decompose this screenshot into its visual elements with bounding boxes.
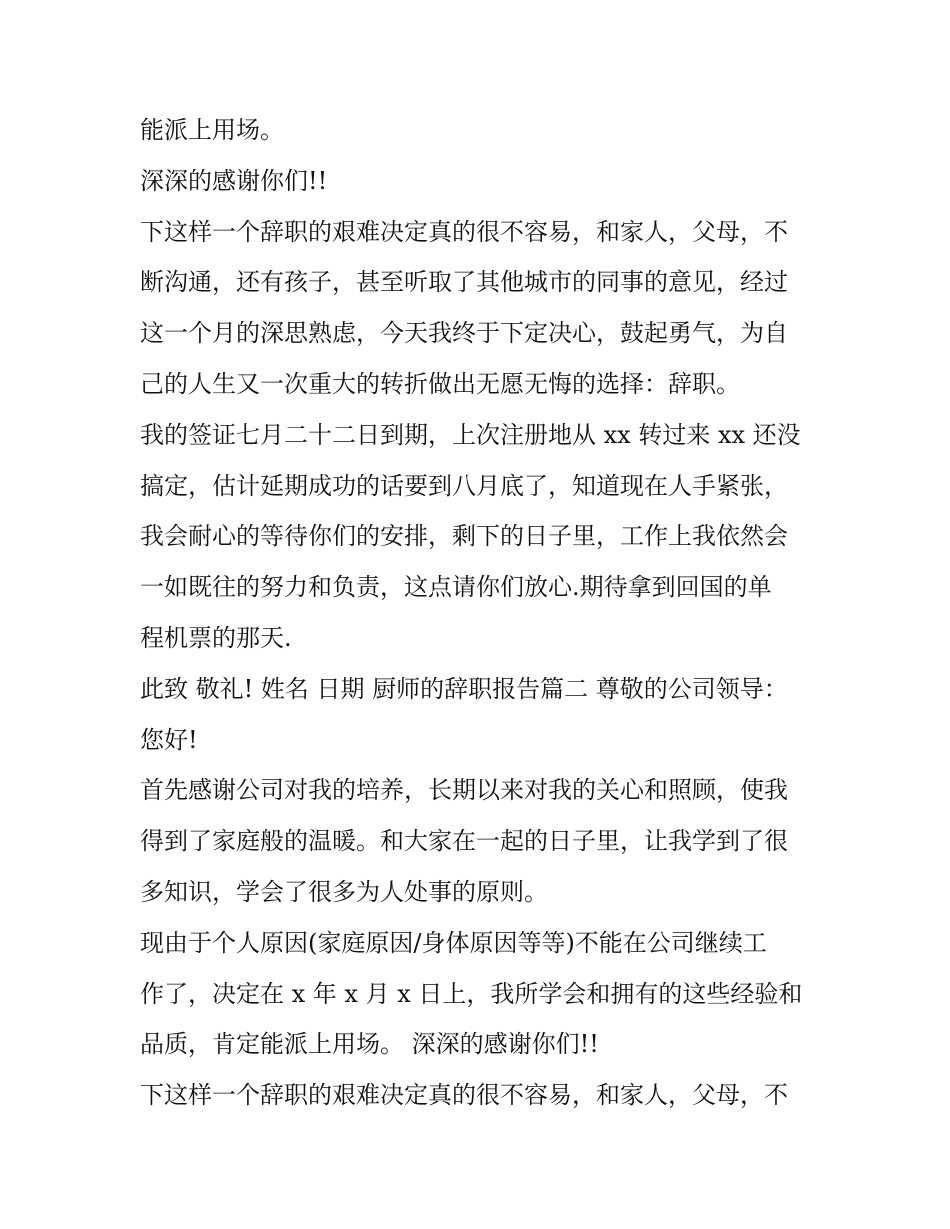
text-line: 得到了家庭般的温暖。和大家在一起的日子里，让我学到了很 bbox=[140, 827, 788, 856]
text-line: 首先感谢公司对我的培养，长期以来对我的关心和照顾，使我 bbox=[140, 776, 788, 805]
text-line: 一如既往的努力和负责，这点请你们放心.期待拿到回国的单 bbox=[140, 573, 772, 602]
text-line: 我会耐心的等待你们的安排，剩下的日子里，工作上我依然会 bbox=[140, 522, 788, 551]
text-line: 断沟通，还有孩子，甚至听取了其他城市的同事的意见，经过 bbox=[140, 268, 788, 297]
text-line: 现由于个人原因(家庭原因/身体原因等等)不能在公司继续工 bbox=[140, 928, 767, 957]
text-line: 作了，决定在 x 年 x 月 x 日上，我所学会和拥有的这些经验和 bbox=[140, 979, 803, 1008]
text-line: 下这样一个辞职的艰难决定真的很不容易，和家人，父母，不 bbox=[140, 1081, 788, 1110]
text-line: 您好! bbox=[140, 725, 198, 754]
text-line: 搞定，估计延期成功的话要到八月底了，知道现在人手紧张， bbox=[140, 471, 788, 500]
text-line: 我的签证七月二十二日到期，上次注册地从 xx 转过来 xx 还没 bbox=[140, 420, 801, 449]
text-line: 多知识，学会了很多为人处事的原则。 bbox=[140, 877, 548, 906]
text-line: 能派上用场。 bbox=[140, 116, 284, 144]
text-line: 己的人生又一次重大的转折做出无愿无悔的选择：辞职。 bbox=[140, 369, 740, 398]
text-line: 品质，肯定能派上用场。 深深的感谢你们!! bbox=[140, 1030, 599, 1059]
text-line: 下这样一个辞职的艰难决定真的很不容易，和家人，父母，不 bbox=[140, 217, 788, 246]
text-line: 此致 敬礼! 姓名 日期 厨师的辞职报告篇二 尊敬的公司领导： bbox=[140, 674, 788, 703]
document-body bbox=[140, 105, 830, 1121]
text-line: 程机票的那天. bbox=[140, 623, 292, 652]
text-line: 这一个月的深思熟虑，今天我终于下定决心，鼓起勇气，为自 bbox=[140, 319, 788, 348]
text-line: 深深的感谢你们!! bbox=[140, 166, 328, 195]
